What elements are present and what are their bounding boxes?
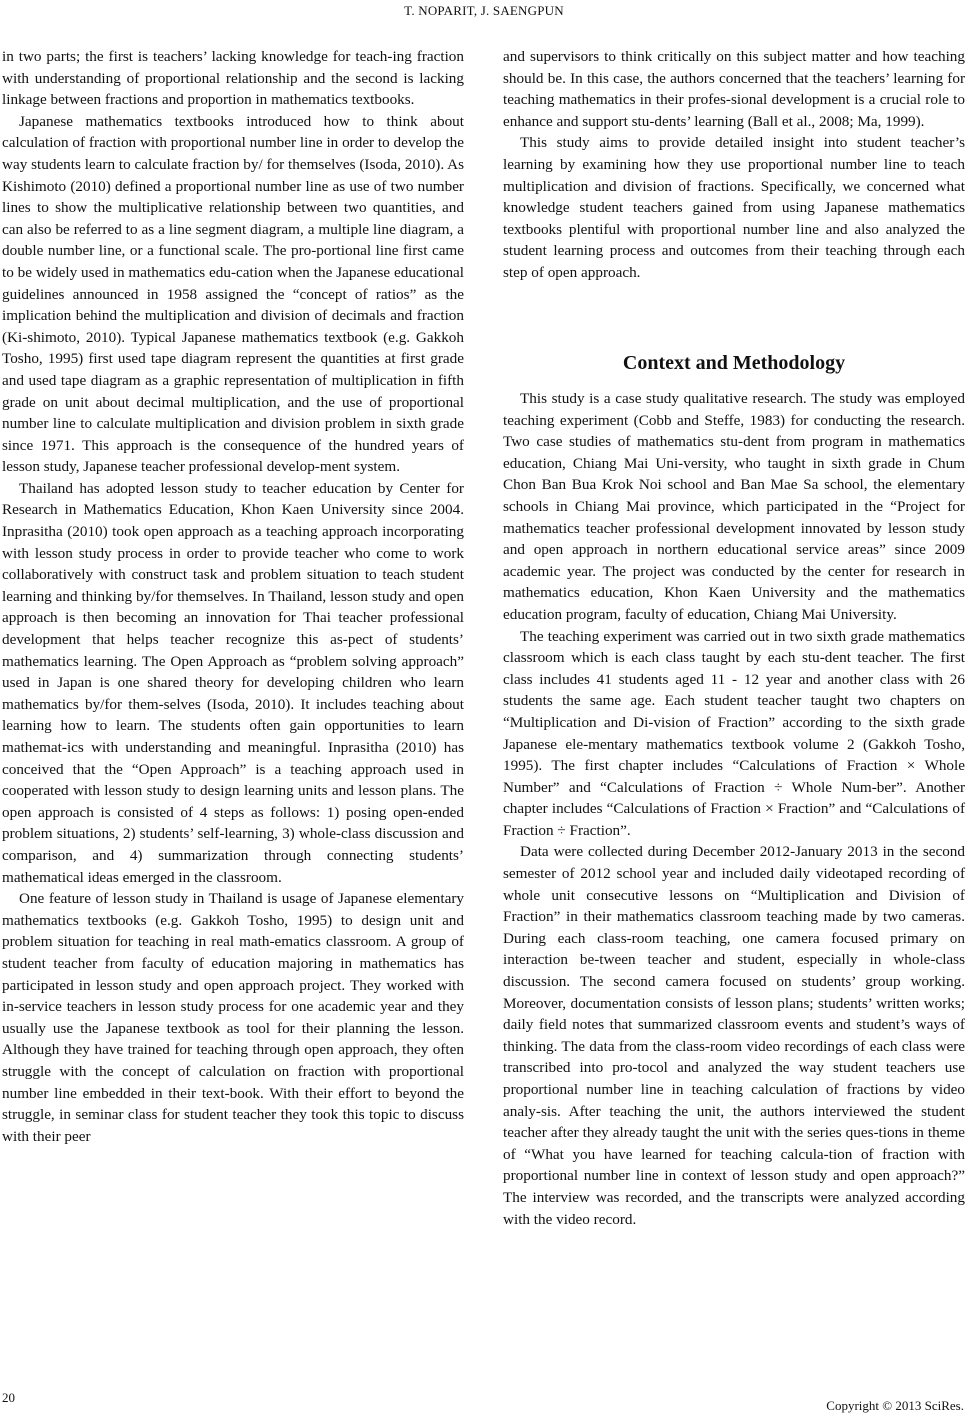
copyright-notice: Copyright © 2013 SciRes.	[826, 1398, 964, 1413]
paragraph: Japanese mathematics textbooks introduced how to think about calculation of fraction with proportional number line in order to develop the way students learn to calculate fraction by/ for themselves (Isoda, 2010). As Kishimoto (2010) defined a proportional number line as use of two number lines to show the multiplicative relationship between two quantities, and can also be referred to as a line segment diagram, a multiple line diagram, a double number line, or a functional scale. The pro-portional line first came to be widely used in mathematics edu-cation when the Japanese educational guidelines announced in 1958 assigned the “concept of ratios” as the implication behind the multiplication and division of decimals and fraction (Ki-shimoto, 2010). Typical Japanese mathematics textbook (e.g. Gakkoh Tosho, 1995) first used tape diagram represent the quantities at first grade and used tape diagram as a graphic representation of multiplication in fifth grade on unit about decimal multiplication, and the use of proportional number line to calculate multiplication and division problem in sixth grade since 1971. This approach is the consequence of the hundred years of lesson study, Japanese teacher professional develop-ment system.	[2, 112, 464, 476]
paragraph: and supervisors to think critically on this subject matter and how teaching should be. In this case, the authors concerned that the teachers’ learning for teaching mathematics in their profes-sional development is a crucial role to enhance and support stu-dents’ learning (Ball et al., 2008; Ma, 1999).	[503, 48, 965, 130]
paragraph: in two parts; the first is teachers’ lacking knowledge for teach-ing fraction with understanding of proportional relationship and the second is lacking linkage between fractions and proportion in mathematics textbooks.	[2, 48, 464, 109]
paragraph: Thailand has adopted lesson study to teacher education by Center for Research in Mathematics Education, Khon Kaen University since 2004. Inprasitha (2010) took open approach as a teaching approach incorporating with lesson study process in order to provide teacher who come to work collaboratively with construct task and problem situation to teach student learning and thinking by/for themselves. In Thailand, lesson study and open approach is then becoming an innovation for Thai teacher professional development that helps teacher recognize this as-pect of students’ mathematics learning. The Open Approach as “problem solving approach” used in Japan is one shared theory for developing children who learn mathematics by/for them-selves (Isoda, 2010). It includes teaching about learning how to learn. The students often gain opportunities to learn mathemat-ics with understanding and meaningful. Inprasitha (2010) has conceived that the “Open Approach” is a teaching approach used in cooperated with lesson study to design learning units and lesson plans. The open approach is consisted of 4 steps as follows: 1) posing open-ended problem situations, 2) students’ self-learning, 3) whole-class discussion and comparison, and 4) summarization through connecting students’ mathematical ideas emerged in the classroom.	[2, 479, 464, 886]
paragraph: Data were collected during December 2012-January 2013 in the second semester of 2012 school year and included daily videotaped recording of whole unit consecutive lessons on “Multiplication and Division of Fraction” in their mathematics classroom teaching made by two cameras. During each class-room teaching, one camera focused primary on interaction be-tween teacher and student, especially in whole-class discussion. The second camera focused on students’ group working. Moreover, documentation consists of lesson plans; students’ written works; daily field notes that summarized classroom events and student’s ways of thinking. The data from the class-room video recordings of each class were transcribed into pro-tocol and analyzed the way student teachers use proportional number line in teaching calculation of fractions by video analy-sis. After teaching the unit, the authors interviewed the student teacher after they already taught the unit with the series ques-tions in theme of “What you have learned for teaching calcula-tion of fraction with proportional number line in context of lesson study and open approach?” The interview was recorded, and the transcripts were analyzed according with the video record.	[503, 843, 965, 1228]
page-number: 20	[2, 1390, 15, 1405]
left-column	[2, 46, 464, 1147]
right-column-bottom	[503, 388, 965, 1230]
paragraph: This study aims to provide detailed insight into student teacher’s learning by examining how they use proportional number line to teach multiplication and division of fractions. Specifically, we concerned what knowledge student teachers gained from using Japanese mathematics textbooks plentiful with proportional number line and also analyzed the student learning process and outcomes from their teaching through each step of open approach.	[503, 134, 965, 281]
paragraph: One feature of lesson study in Thailand is usage of Japanese elementary mathematics textbooks (e.g. Gakkoh Tosho, 1995) to design unit and problem situation for teaching in real math-ematics classroom. A group of student teacher from faculty of education majoring in mathematics has participated in lesson study and open approach project. They worked with in-service teachers in lesson study process for one academic year and they usually use the Japanese textbook as tool for their planning the lesson. Although they have trained for teaching through open approach, they often struggle with the concept of calculation on fraction with proportional number line embedded in their text-book. With their effort to beyond the struggle, in seminar class for student teacher they took this topic to discuss with their peer	[2, 890, 464, 1145]
running-header: T. NOPARIT, J. SAENGPUN	[404, 3, 564, 18]
paragraph: This study is a case study qualitative research. The study was employed teaching experiment (Cobb and Steffe, 1983) for conducting the research. Two case studies of mathematics stu-dent from program in mathematics education, Chiang Mai Uni-versity, who taught in sixth grade in Chum Chon Ban Bua Krok Noi school and Ban Mae Sa school, the elementary schools in Chiang Mai province, which participated in the “Project for mathematics teacher professional development innovated by lesson study and open approach in northern educational service areas” since 2009 academic year. The project was conducted by the center for research in mathematics education, Khon Kaen University and the mathematics education program, faculty of education, Chiang Mai University.	[503, 390, 965, 623]
right-column-top	[503, 46, 965, 284]
section-heading: Context and Methodology	[622, 352, 846, 374]
paragraph: The teaching experiment was carried out in two sixth grade mathematics classroom which is each class taught by each stu-dent teacher. The first class includes 41 students aged 11 - 12 year and another class with 26 students the same age. Each student teacher taught two chapters on “Multiplication and Di-vision of Fraction” according to the sixth grade Japanese ele-mentary mathematics textbook volume 2 (Gakkoh Tosho, 1995). The first chapter includes “Calculations of Fraction × Whole Number” and “Calculations of Fraction ÷ Whole Num-ber”. Another chapter includes “Calculations of Fraction × Fraction” and “Calculations of Fraction ÷ Fraction”.	[503, 627, 965, 839]
